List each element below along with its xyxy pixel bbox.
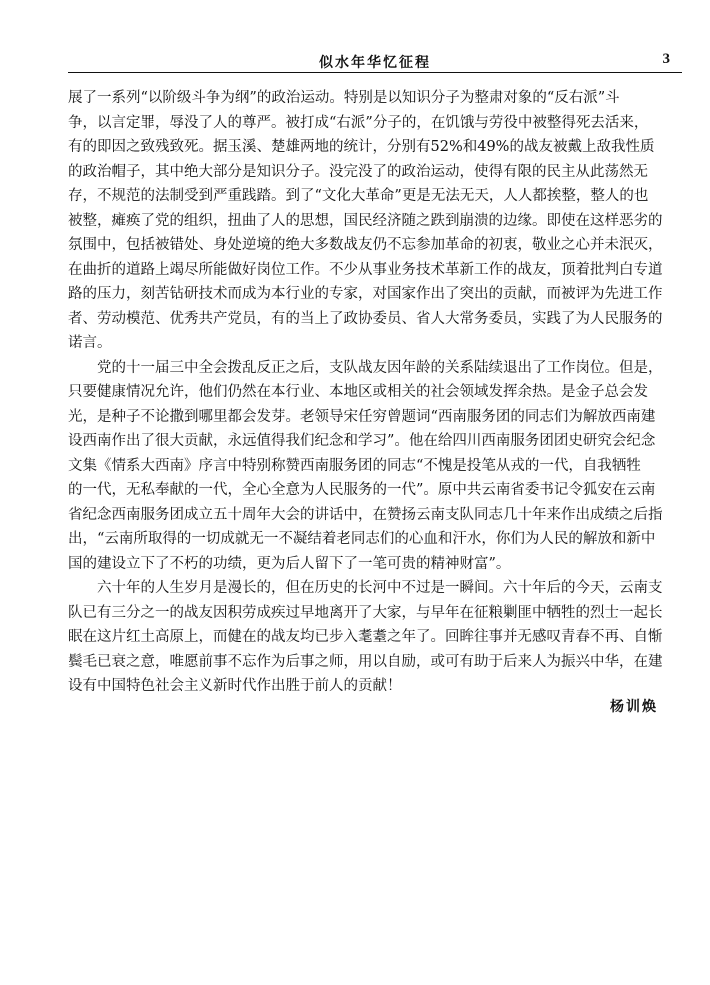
text-line: 被整，瘫痪了党的组织，扭曲了人的思想，国民经济随之跌到崩溃的边缘。即使在这样恶劣的 xyxy=(68,212,663,229)
text-line: 设有中国特色社会主义新时代作出胜于前人的贡献！ xyxy=(68,678,402,694)
text-line: 争，以言定罪，辱没了人的尊严。被打成“右派”分子的，在饥饿与劳役中被整得死去活来， xyxy=(68,114,649,131)
text-line: 的政治帽子，其中绝大部分是知识分子。没完没了的政治运动，使得有限的民主从此荡然无 xyxy=(68,163,648,180)
paragraph-first-line: 党的十一届三中全会拨乱反正之后，支队战友因年龄的关系陆续退出了工作岗位。但是， xyxy=(97,359,663,376)
text-line: 鬓毛已衰之意，唯愿前事不忘作为后事之师，用以自励，或可有助于后来人为振兴中华，在建 xyxy=(68,653,663,670)
body-text xyxy=(68,86,688,699)
text-line: 在曲折的道路上竭尽所能做好岗位工作。不少从事业务技术革新工作的战友，顶着批判白专道 xyxy=(68,261,663,278)
text-line: 只要健康情况允许，他们仍然在本行业、本地区或相关的社会领域发挥余热。是金子总会发 xyxy=(68,384,648,400)
text-line: 省纪念西南服务团成立五十周年大会的讲话中，在赞扬云南支队同志几十年来作出成绩之后指 xyxy=(68,506,663,523)
text-line: 文集《情系大西南》序言中特别称赞西南服务团的同志“不愧是投笔从戎的一代，自我牺牲 xyxy=(68,457,641,474)
text-line: 有的即因之致残致死。据玉溪、楚雄两地的统计，分别有52%和49%的战友被戴上敌我性质 xyxy=(68,139,655,155)
paragraph-first-line: 六十年的人生岁月是漫长的，但在历史的长河中不过是一瞬间。六十年后的今天，云南支 xyxy=(97,580,663,596)
running-header xyxy=(68,50,682,73)
text-line: 出，“云南所取得的一切成就无一不凝结着老同志们的心血和汗水，你们为人民的解放和新中 xyxy=(68,531,656,547)
author-signature: 杨训焕 xyxy=(610,699,658,715)
text-line: 展了一系列“以阶级斗争为纲”的政治运动。特别是以知识分子为整肃对象的“反右派”斗 xyxy=(68,90,620,106)
text-line: 者、劳动模范、优秀共产党员，有的当上了政协委员、省人大常务委员，实践了为人民服务的 xyxy=(68,310,663,327)
text-line: 眠在这片红土高原上，而健在的战友均已步入耄耋之年了。回眸往事并无感叹青春不再、自惭 xyxy=(68,629,663,645)
text-line: 国的建设立下了不朽的功绩，更为后人留下了一笔可贵的精神财富”。 xyxy=(68,555,511,572)
text-line: 队已有三分之一的战友因积劳成疾过早地离开了大家，与早年在征粮剿匪中牺牲的烈士一起长 xyxy=(68,604,663,621)
text-line: 存，不规范的法制受到严重践踏。到了“文化大革命”更是无法无天，人人都挨整，整人的也 xyxy=(68,188,649,204)
page-number: 3 xyxy=(662,51,670,67)
running-title: 似水年华忆征程 xyxy=(319,55,431,71)
text-line: 氛围中，包括被错处、身处逆境的绝大多数战友仍不忘参加革命的初衷，敬业之心并未泯灭， xyxy=(68,237,663,253)
text-line: 设西南作出了很大贡献，永远值得我们纪念和学习”。他在给四川西南服务团团史研究会纪念 xyxy=(68,433,656,449)
text-line: 光，是种子不论撒到哪里都会发芽。老领导宋任穷曾题词“西南服务团的同志们为解放西南建 xyxy=(68,408,656,425)
text-line: 诺言。 xyxy=(68,335,112,351)
text-line: 的一代，无私奉献的一代，全心全意为人民服务的一代”。原中共云南省委书记令狐安在云南 xyxy=(68,482,656,498)
text-line: 路的压力，刻苦钻研技术而成为本行业的专家，对国家作出了突出的贡献，而被评为先进工作 xyxy=(68,286,663,302)
